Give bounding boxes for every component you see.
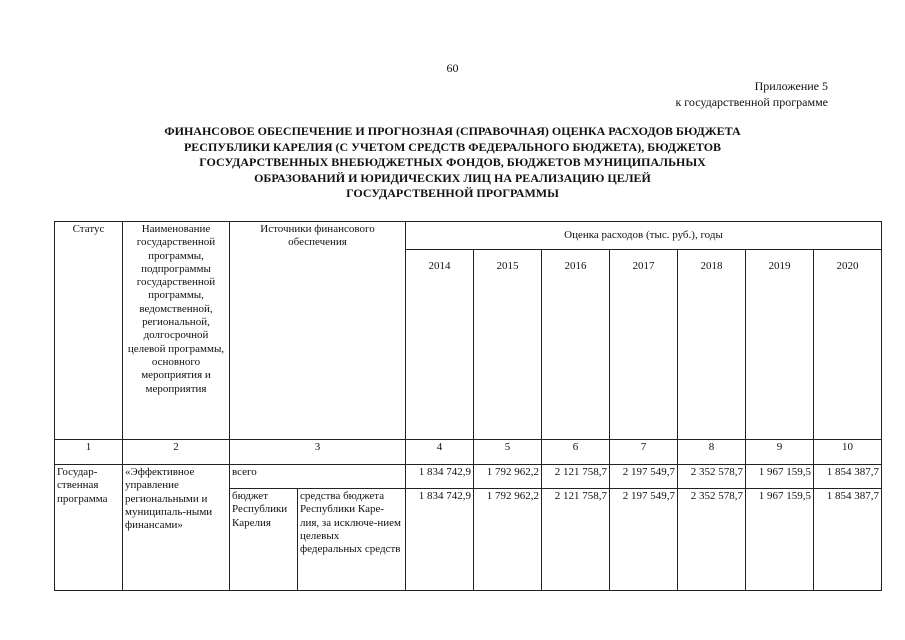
title-line: ФИНАНСОВОЕ ОБЕСПЕЧЕНИЕ И ПРОГНОЗНАЯ (СПРАВОЧНАЯ) ОЦЕНКА РАСХОДОВ БЮДЖЕТА: [164, 124, 741, 138]
appendix-line-1: Приложение 5: [754, 79, 828, 93]
value-cell: 1 834 742,9: [406, 465, 474, 489]
column-number: 2: [123, 440, 230, 465]
header-sources: Источники финансового обеспечения: [230, 222, 406, 440]
value-cell: 1 792 962,2: [474, 465, 542, 489]
value-cell: 2 352 578,7: [678, 489, 746, 591]
financing-table: [54, 221, 882, 591]
document-title: [90, 124, 815, 202]
column-number: 1: [55, 440, 123, 465]
header-status: Статус: [55, 222, 123, 440]
program-name: «Эффективное управление региональными и муниципаль-ными финансами»: [123, 465, 230, 591]
header-estimate: Оценка расходов (тыс. руб.), годы: [406, 222, 882, 250]
value-cell: 1 854 387,7: [814, 489, 882, 591]
column-number: 5: [474, 440, 542, 465]
column-number: 7: [610, 440, 678, 465]
source-detail: средства бюджета Республики Каре-лия, за исключе-нием целевых федеральных средств: [298, 489, 406, 591]
column-number-row: [55, 440, 882, 465]
column-number: 9: [746, 440, 814, 465]
year-cell: 2019: [746, 250, 814, 440]
page-number: 60: [446, 61, 459, 75]
column-number: 8: [678, 440, 746, 465]
value-cell: 1 967 159,5: [746, 465, 814, 489]
program-status: Государ-ственная программа: [55, 465, 123, 591]
title-line: ОБРАЗОВАНИЙ И ЮРИДИЧЕСКИХ ЛИЦ НА РЕАЛИЗАЦИЮ ЦЕЛЕЙ: [254, 170, 651, 185]
value-cell: 1 792 962,2: [474, 489, 542, 591]
value-cell: 2 197 549,7: [610, 465, 678, 489]
value-cell: 1 854 387,7: [814, 465, 882, 489]
column-number: 10: [814, 440, 882, 465]
appendix-line-2: к государственной программе: [675, 95, 828, 109]
year-cell: 2020: [814, 250, 882, 440]
value-cell: 2 197 549,7: [610, 489, 678, 591]
year-cell: 2018: [678, 250, 746, 440]
year-cell: 2017: [610, 250, 678, 440]
value-cell: 2 121 758,7: [542, 465, 610, 489]
table-row: [55, 465, 882, 489]
title-line: ГОСУДАРСТВЕННОЙ ПРОГРАММЫ: [346, 186, 559, 200]
value-cell: 1 834 742,9: [406, 489, 474, 591]
title-line: РЕСПУБЛИКИ КАРЕЛИЯ (С УЧЕТОМ СРЕДСТВ ФЕДЕРАЛЬНОГО БЮДЖЕТА), БЮДЖЕТОВ: [183, 139, 722, 154]
column-number: 4: [406, 440, 474, 465]
source-total: всего: [230, 465, 406, 489]
value-cell: 2 121 758,7: [542, 489, 610, 591]
header-row: [55, 222, 882, 250]
column-number: 3: [230, 440, 406, 465]
year-cell: 2016: [542, 250, 610, 440]
column-number: 6: [542, 440, 610, 465]
year-cell: 2015: [474, 250, 542, 440]
value-cell: 2 352 578,7: [678, 465, 746, 489]
title-line: ГОСУДАРСТВЕННЫХ ВНЕБЮДЖЕТНЫХ ФОНДОВ, БЮДЖЕТОВ МУНИЦИПАЛЬНЫХ: [199, 155, 706, 169]
source-budget: бюджет Республики Карелия: [230, 489, 298, 591]
value-cell: 1 967 159,5: [746, 489, 814, 591]
header-name: Наименование государственной программы, подпрограммы государственной программы, ведомственной, региональной, долгосрочной целевой программы, основного мероприятия и мероприятия: [123, 222, 230, 440]
year-cell: 2014: [406, 250, 474, 440]
appendix-note: [675, 78, 828, 110]
